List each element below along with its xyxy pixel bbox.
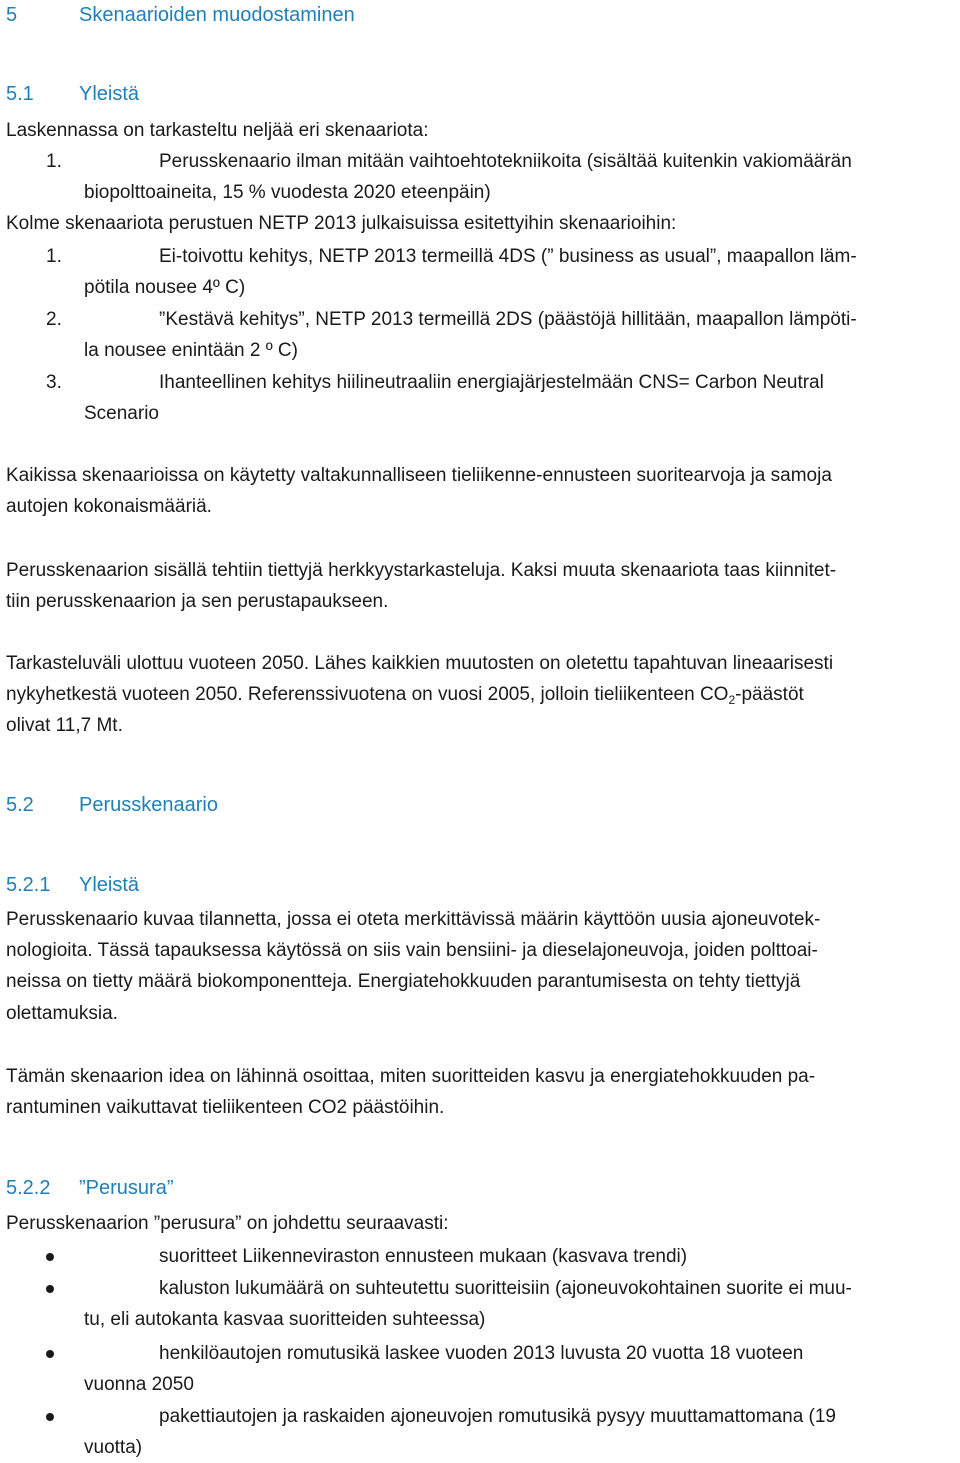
paragraph-johdettu: Perusskenaarion ”perusura” on johdettu seuraavasti: [6,1213,449,1234]
bullet-dot [46,1413,54,1421]
paragraph-line: Perusskenaarion sisällä tehtiin tiettyjä herkkyystarkasteluja. Kaksi muuta skenaariota taas kiinnitet- [6,560,837,581]
heading-number: 5.2.2 [6,1177,51,1199]
heading-title: Yleistä [79,83,140,105]
bullet-text: tu, eli autokanta kasvaa suoritteiden suhteessa) [84,1309,486,1330]
paragraph-line: neissa on tietty määrä biokomponentteja. Energiatehokkuuden parantumisesta on tehty tiettyjä [6,971,801,992]
paragraph-line: olivat 11,7 Mt. [6,715,123,736]
paragraph-line: Tarkasteluväli ulottuu vuoteen 2050. Lähes kaikkien muutosten on oletettu tapahtuvan lineaarisesti [6,653,834,674]
paragraph-line: tiin perusskenaarion ja sen perustapaukseen. [6,591,389,612]
paragraph-line: Perusskenaario kuvaa tilannetta, jossa ei oteta merkittävissä määrin käyttöön uusia ajoneuvotek- [6,909,821,930]
heading-5-2-1 [6,874,139,896]
paragraph-line: olettamuksia. [6,1003,118,1024]
bullet-text: pakettiautojen ja raskaiden ajoneuvojen romutusikä pysyy muuttamattomana (19 [159,1406,836,1427]
heading-number: 5.2 [6,794,34,816]
heading-5-2-2 [6,1177,173,1199]
paragraph-line: rantuminen vaikuttavat tieliikenteen CO2 päästöihin. [6,1097,445,1118]
paragraph-intro: Laskennassa on tarkasteltu neljää eri skenaariota: [6,120,429,141]
list-item-text: la nousee enintään 2 º C) [84,340,298,361]
list-item-number: 1. [46,151,62,172]
list-item-text: Scenario [84,403,159,424]
text-span: nykyhetkestä vuoteen 2050. Referenssivuotena on vuosi 2005, jolloin tieliikenteen CO [6,684,729,705]
paragraph-line [6,684,804,706]
bullet-text: vuonna 2050 [84,1374,194,1395]
heading-number: 5 [6,4,18,26]
paragraph-line: nologioita. Tässä tapauksessa käytössä on siis vain bensiini- ja dieselajoneuvoja, joiden polttoai- [6,940,818,961]
list-item-number: 1. [46,246,62,267]
bullet-text: henkilöautojen romutusikä laskee vuoden 2013 luvusta 20 vuotta 18 vuoteen [159,1343,804,1364]
heading-5-2 [6,794,218,816]
paragraph-kolme: Kolme skenaariota perustuen NETP 2013 julkaisuissa esitettyihin skenaarioihin: [6,213,677,234]
heading-title: Skenaarioiden muodostaminen [79,4,355,26]
paragraph-line: Kaikissa skenaarioissa on käytetty valtakunnalliseen tieliikenne-ennusteen suoritearvoja ja samoja [6,465,832,486]
text-span: -päästöt [735,684,804,705]
bullet-dot [46,1253,54,1261]
heading-title: Perusskenaario [79,794,218,816]
list-item-text: biopolttoaineita, 15 % vuodesta 2020 eteenpäin) [84,182,491,203]
bullet-text: kaluston lukumäärä on suhteutettu suoritteisiin (ajoneuvokohtainen suorite ei muu- [159,1278,852,1299]
list-item-text: Perusskenaario ilman mitään vaihtoehtotekniikoita (sisältää kuitenkin vakiomäärän [159,151,852,172]
heading-5-1 [6,83,139,105]
list-item-text: ”Kestävä kehitys”, NETP 2013 termeillä 2DS (päästöjä hillitään, maapallon lämpöti- [159,309,857,330]
paragraph-line: Tämän skenaarion idea on lähinnä osoittaa, miten suoritteiden kasvu ja energiatehokkuuden pa- [6,1066,816,1087]
list-item-text: pötila nousee 4º C) [84,277,246,298]
heading-title: Yleistä [79,874,140,896]
bullet-dot [46,1285,54,1293]
list-item-number: 2. [46,309,62,330]
list-item-text: Ei-toivottu kehitys, NETP 2013 termeillä 4DS (” business as usual”, maapallon läm- [159,246,857,267]
bullet-dot [46,1350,54,1358]
heading-number: 5.2.1 [6,874,51,896]
heading-5 [6,4,355,26]
paragraph-line: autojen kokonaismääriä. [6,496,212,517]
heading-title: ”Perusura” [79,1177,174,1199]
subscript: 2 [728,693,736,707]
heading-number: 5.1 [6,83,34,105]
list-item-text: Ihanteellinen kehitys hiilineutraaliin energiajärjestelmään CNS= Carbon Neutral [159,372,824,393]
list-item-number: 3. [46,372,62,393]
bullet-text: vuotta) [84,1437,143,1458]
bullet-text: suoritteet Liikenneviraston ennusteen mukaan (kasvava trendi) [159,1246,688,1267]
